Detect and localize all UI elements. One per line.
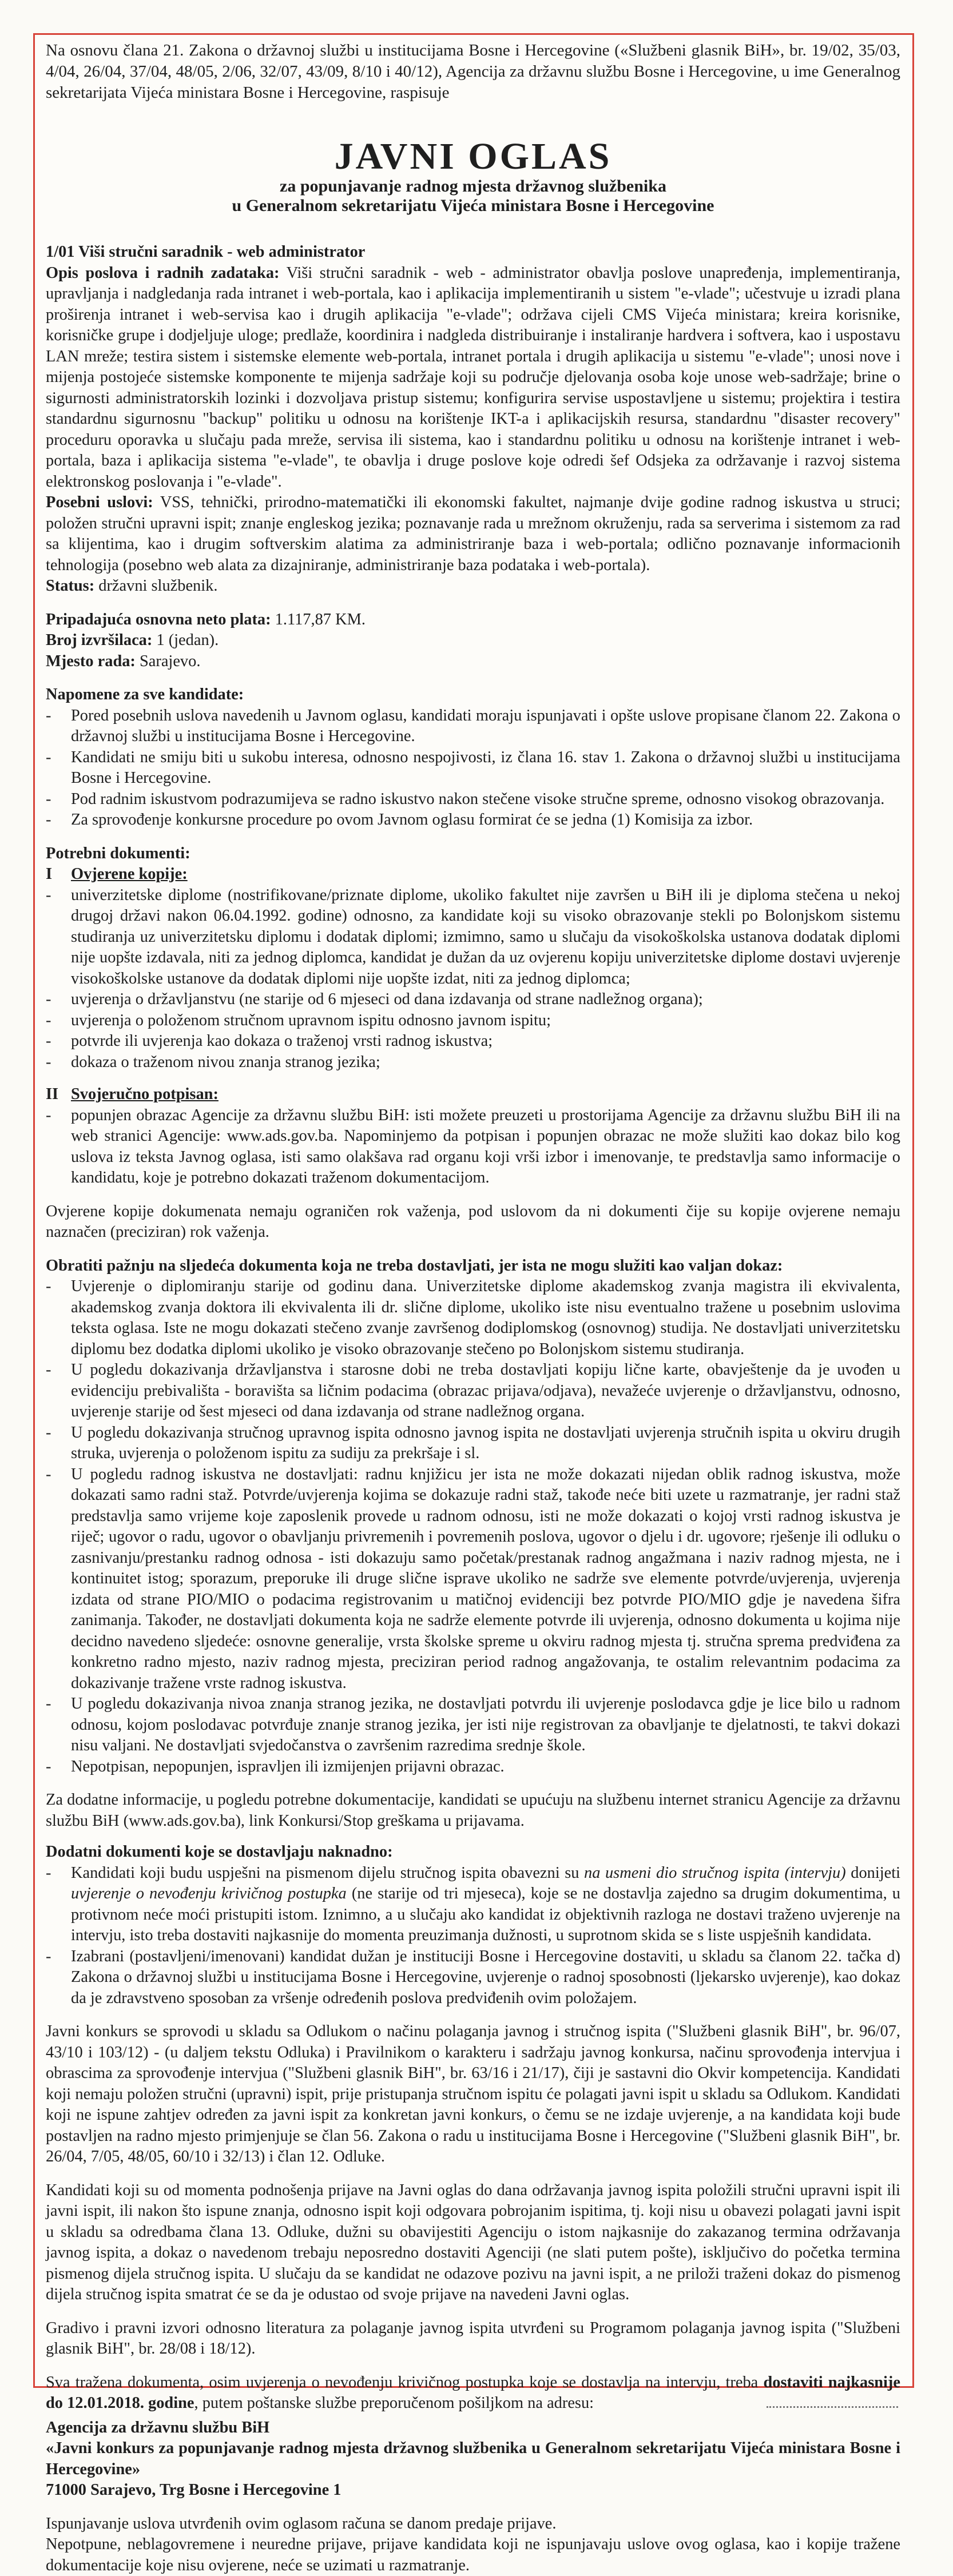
place-label: Mjesto rada: xyxy=(46,652,136,670)
salary-section xyxy=(46,610,900,672)
count-label: Broj izvršilaca: xyxy=(46,631,153,649)
closing-paragraph-2: Nepotpune, neblagovremene i neuredne prijave, prijave kandidata koji ne ispunjavaju uslove ovog oglasa, kao i kopije tražene dokumentacije koje nisu ovjerene, neće se uzimati u razmatranje. xyxy=(46,2535,900,2574)
deadline-paragraph: Sva tražena dokumenta, osim uvjerenja o nevođenju krivičnog postupka koje se dostavlja na intervju, treba dostaviti najkasnije do 12.01.2018. godine, putem poštanske službe preporučenom pošiljkom na adresu: xyxy=(46,2373,900,2412)
conditions-label: Posebni uslovi: xyxy=(46,493,153,511)
list-item: - Pod radnim iskustvom podrazumijeva se radno iskustvo nakon stečene visoke stručne spreme, odnosno visokog obrazovanja. xyxy=(46,790,885,808)
documents-section xyxy=(46,843,900,1189)
place-value: Sarajevo. xyxy=(135,652,201,670)
exam-paragraph-2: Kandidati koji su od momenta podnošenja prijave na Javni oglas do dana održavanja javnog ispita položili stručni upravni ispit ili javni ispit, ili nakon što ispune znanja, odnosno ispit koji odgovara pobrojanim ispitima, tj. koji nisu u obavezi polagati javni ispit u skladu sa odredbama člana 13. Odluke, dužni su obavijestiti Agenciju o istom najkasnije do zakazanog termina održavanja javnog ispita, a dokaz o navedenom trebaju neposredno dostaviti Agenciji (ne slati putem pošte), isključivo do početka termina pismenog dijela stručnog ispita. U slučaju da se kandidat ne odazove pozivu na javni ispit, a ne priloži traženi dokaz do pismenog dijela stručnog ispita smatrat će se da je odustao od svoje prijave na navedeni Javni oglas. xyxy=(46,2181,900,2303)
list-item: - U pogledu radnog iskustva ne dostavljati: radnu knjižicu jer ista ne može dokazati nijedan oblik radnog iskustva, može dokazati samo radni staž. Potvrde/uvjerenja kojima se dokazuje radni staž, takođe neće biti uzete u razmatranje, jer radni staž predstavlja samo vrijeme koje zaposlenik provede u radnom odnosu, isti ne može dokazati o kojoj vrsti radnog iskustva je riječ; ugovor o radu, ugovor o obavljanju privremenih i povremenih poslova, ugovor o djelu i dr. ugovore; rješenje ili odluku o zasnivanju/prestanku radnog odnosa - isti dokazuju samo početak/prestanak radnog angažmana i naziv radnog mjesta, ne i kontinuitet istog; sporazum, preporuke ili druge slične isprave ukoliko ne sadrže sve elemente potvrde/uvjerenja, uvjerenja izdata od strane PIO/MIO o podacima registrovanim u matičnoj evidenciji bez potvrde PIO/MIO gdje je navedena šifra zanimanja. Također, ne dostavljati dokumenta koja ne sadrže elemente potvrde ili uvjerenja, odnosno dokumenta u kojima nije decidno navedeno sljedeće: osnovne generalije, vrsta školske spreme u okviru radnog mjesta tj. stručna sprema predviđena za konkretno radno mjesto, naziv radnog mjesta, preciziran period radnog angažovanja, te ostalim relevantnim podacima za dokazivanje tražene vrste radnog iskustva. xyxy=(46,1465,900,1692)
list-item: - Kandidati koji budu uspješni na pismenom dijelu stručnog ispita obavezni su na usmeni dio stručnog ispita (intervju) donijeti uvjerenje o nevođenju krivičnog postupka (ne starije od tri mjeseca), koje se ne dostavlja zajedno sa drugim dokumentima, u protivnom neće moći pristupiti istom. Iznimno, a u slučaju ako kandidat iz objektivnih razloga ne dostavi traženo uvjerenje na intervju, isto treba dostaviti najkasnije do momenta preuzimanja dužnosti, u suprotnom skida se s liste uspješnih kandidata. xyxy=(46,1864,900,1944)
salary-value: 1.117,87 KM. xyxy=(271,610,366,628)
list-item: - Nepotpisan, nepopunjen, ispravljen ili izmijenjen prijavni obrazac. xyxy=(46,1757,505,1775)
validity-paragraph: Ovjerene kopije dokumenata nemaju ograničen rok važenja, pod uslovom da ni dokumenti čije su kopije ovjerene nemaju naznačen (preciziran) rok važenja. xyxy=(46,1202,900,1241)
notes-section xyxy=(46,684,900,831)
address-block xyxy=(46,2418,900,2501)
position-title: 1/01 Viši stručni saradnik - web administrator xyxy=(46,243,366,261)
additional-info-paragraph: Za dodatne informacije, u pogledu potrebne dokumentacije, kandidati se upućuju na službenu internet stranicu Agencije za državnu službu BiH (www.ads.gov.ba), link Konkursi/Stop greškama u prijavama. xyxy=(46,1791,900,1830)
list-item: - U pogledu dokazivanja stručnog upravnog ispita odnosno javnog ispita ne dostavljati uvjerenja stručnih ispita u okviru drugih struka, uvjerenja o položenom ispitu za sudiju za prekršaje i sl. xyxy=(46,1423,900,1462)
duties-text: Viši stručni saradnik - web - administrator obavlja poslove unapređenja, implementiranja, upravljanja i nadgledanja rada intranet i web-portala, kao i aplikacija implementiranih u sistem "e-vlade"; učestvuje u izradi plana proširenja intranet i web-servisa kao i drugih aplikacija "e-vlade"; održava cijeli CMS Vijeća ministara; kreira korisnike, korisničke grupe i dodjeljuje uloge; predlaže, koordinira i nadgleda distribuiranje i instaliranje hardvera i softvera, kao i uspostavu LAN mreže; testira sistem i sistemske elemente web-portala, intranet portala i drugih aplikacija u sistemu "e-vlade"; unosi nove i mijenja postojeće sistemske komponente te mijenja sadržaje koji su područje djelovanja osoba koje unose web-sadržaje; brine o sigurnosti administratorskih lozinki i dozvoljava pristup sistemu; konfigurira servise uspostavljene u sistemu; projektira i testira standardnu sigurnosnu "backup" politiku u odnosu na korištenje IKT-a i aplikacijskih resursa, standardnu "disaster recovery" proceduru oporavka u slučaju pada mreže, servisa ili sistema, kao i standardnu politiku u odnosu na korištenje intranet i web-portala, baza i aplikacija sistema "e-vlade", te obavlja i druge poslove koje odredi šef Odsjeka za održavanje i razvoj sistema elektronskog poslovanja i "e-vlade". xyxy=(46,264,900,491)
list-item: - popunjen obrazac Agencije za državnu službu BiH: isti možete preuzeti u prostorijama Agencije za državnu službu BiH ili na web stranici Agencije: www.ads.gov.ba. Napominjemo da potpisan i popunjen obrazac ne može služiti kao dokaz bilo kog uslova iz teksta Javnog oglasa, isti samo olakšava rad organu koji vrši izbor i imenovanje, te predstavlja samo informacije o kandidatu, koje je potrebno dokazati traženom dokumentacijom. xyxy=(46,1106,900,1187)
list-item: - Izabrani (postavljeni/imenovani) kandidat dužan je instituciji Bosne i Hercegovine dostaviti, u skladu sa članom 22. tačka d) Zakona o državnoj službi u institucijama Bosne i Hercegovine, uvjerenje o radnoj sposobnosti (ljekarsko uvjerenje), kao dokaz da je zdravstveno sposoban za vršenje određenih poslova predviđenih ovim položajem. xyxy=(46,1947,900,2007)
intro-paragraph: Na osnovu člana 21. Zakona o državnoj službi u institucijama Bosne i Hercegovine («Službeni glasnik BiH», br. 19/02, 35/03, 4/04, 26/04, 37/04, 48/05, 2/06, 32/07, 43/09, 8/10 i 40/12), Agencija za državnu službu Bosne i Hercegovine, u ime Generalnog sekretarijata Vijeća ministara Bosne i Hercegovine, raspisuje xyxy=(46,41,900,102)
attention-title: Obratiti pažnju na sljedeća dokumenta koja ne treba dostavljati, jer ista ne mogu služiti kao valjan dokaz: xyxy=(46,1256,783,1275)
copies-heading: I Ovjerene kopije: xyxy=(46,865,188,883)
list-item: - Uvjerenje o diplomiranju starije od godinu dana. Univerzitetske diplome akademskog zvanja magistra ili ekvivalenta, akademskog zvanja doktora ili ekvivalenta ili dr. slične diplome, ukoliko iste nisu eventualno tražene u posebnim uslovima teksta oglasa. Iste ne mogu dokazati stečeno zvanje završenog dodiplomskog (osnovnog) studija. Ne dostavljati univerzitetsku diplomu bez dodatka diplomi ukoliko je visoko obrazovanje stečeno po Bolonjskom sistemu studiranja. xyxy=(46,1277,900,1358)
attention-section xyxy=(46,1256,900,1778)
salary-label: Pripadajuća osnovna neto plata: xyxy=(46,610,271,628)
status-label: Status: xyxy=(46,577,95,595)
address-line-1: Agencija za državnu službu BiH xyxy=(46,2418,270,2436)
signed-heading: II Svojeručno potpisan: xyxy=(46,1085,219,1103)
list-item: - potvrde ili uvjerenja kao dokaza o traženoj vrsti radnog iskustva; xyxy=(46,1032,493,1050)
address-line-2: «Javni konkurs za popunjavanje radnog mjesta državnog službenika u Generalnom sekretarijatu Vijeća ministara Bosne i Hercegovine» xyxy=(46,2439,900,2478)
list-item: - Kandidati ne smiju biti u sukobu interesa, odnosno nespojivosti, iz člana 16. stav 1. Zakona o državnoj službi u institucijama Bosne i Hercegovine. xyxy=(46,748,900,787)
later-documents-title: Dodatni dokumenti koje se dostavljaju naknadno: xyxy=(46,1843,393,1861)
list-item: - Za sprovođenje konkursne procedure po ovom Javnom oglasu formirat će se jedna (1) Komisija za izbor. xyxy=(46,811,753,829)
count-value: 1 (jedan). xyxy=(152,631,219,649)
heading-subtitle-2: u Generalnom sekretarijatu Vijeća ministara Bosne i Hercegovine xyxy=(232,196,714,215)
notice-column xyxy=(46,40,900,2576)
dotted-cut-line xyxy=(767,2406,898,2412)
heading-subtitle-1: za popunjavanje radnog mjesta državnog službenika xyxy=(280,177,666,196)
list-item: - univerzitetske diplome (nostrifikovane/priznate diplome, ukoliko fakultet nije završen u BiH ili je diploma stečena u nekoj drugoj državi nakon 06.04.1992. godine) odnosno, za kandidate koji su visoko obrazovanje stekli po Bolonjskom sistemu studiranja uz univerzitetsku diplomu i dodatak diplomi; izmimno, samo u slučaju da visokoškolska ustanova dodatak diplomi nije uopšte izdavala, niti za jednog diplomca, kandidat je dužan da uz ovjerenu kopiju univerzitetske diplome dostavi uvjerenje visokoškolske ustanove da dodatak diplomi nije uopšte izdat, niti za jednog diplomca; xyxy=(46,886,900,988)
list-item: - uvjerenja o položenom stručnom upravnom ispitu odnosno javnom ispitu; xyxy=(46,1011,551,1029)
list-item: - uvjerenja o državljanstvu (ne starije od 6 mjeseci od dana izdavanja od strane nadležnog organa); xyxy=(46,990,703,1008)
exam-paragraph-1: Javni konkurs se sprovodi u skladu sa Odlukom o načinu polaganja javnog i stručnog ispita ("Službeni glasnik BiH", br. 96/07, 43/10 i 103/12) - (u daljem tekstu Odluka) i Pravilnikom o karakteru i sadržaju javnog konkursa, načinu sprovođenja intervjua i obrascima za sprovođenje intervjua ("Službeni glasnik BiH", br. 63/16 i 21/17), čiji je sastavni dio Okvir kompetencija. Kandidati koji nemaju položen stručni (upravni) ispit, prije pristupanja stručnom ispitu će polagati javni ispit u skladu sa Odlukom. Kandidati koji ne ispune zahtjev određen za javni ispit za konkretan javni konkurs, o čemu se ne izdaje uvjerenje, a na kandidata koji bude postavljen na radno mjesto primjenjuje se član 56. Zakona o radu u institucijama Bosne i Hercegovine ("Službeni glasnik BiH", br. 26/04, 7/05, 48/05, 60/10 i 32/13) i član 12. Odluke. xyxy=(46,2022,900,2165)
list-item: - U pogledu dokazivanja nivoa znanja stranog jezika, ne dostavljati potvrdu ili uvjerenje poslodavca gdje je lice bilo u radnom odnosu, kojom poslodavac potvrđuje znanje stranog jezika, jer isti nije registrovan za obavljanje te djelatnosti, te takvi dokazi nisu valjani. Ne dostavljati svjedočanstva o završenim razredima srednje škole. xyxy=(46,1695,900,1754)
closing-paragraph-1: Ispunjavanje uslova utvrđenih ovim oglasom računa se danom predaje prijave. xyxy=(46,2514,557,2533)
documents-title: Potrebni dokumenti: xyxy=(46,844,190,862)
notice-heading xyxy=(46,137,900,216)
notes-title: Napomene za sve kandidate: xyxy=(46,686,244,703)
list-item: - dokaza o traženom nivou znanja stranog jezika; xyxy=(46,1053,380,1071)
list-item: - Pored posebnih uslova navedenih u Javnom oglasu, kandidati moraju ispunjavati i opšte uslove propisane članom 22. Zakona o državnoj službi u institucijama Bosne i Hercegovine. xyxy=(46,706,900,745)
position-section xyxy=(46,242,900,597)
list-item: - U pogledu dokazivanja državljanstva i starosne dobi ne treba dostavljati kopiju lične karte, obavještenje da je uvođen u evidenciju prebivališta - boravišta sa ličnim podacima (obrazac prijava/odjava), nevažeće uvjerenje o državljanstvu, odnosno, uvjerenje starije od šest mjeseci od dana izdavanja od strane nadležnog organa. xyxy=(46,1361,900,1420)
later-documents-section xyxy=(46,1842,900,2009)
literature-paragraph: Gradivo i pravni izvori odnosno literatura za polaganje javnog ispita utvrđeni su Programom polaganja javnog ispita ("Službeni glasnik BiH", br. 28/08 i 18/12). xyxy=(46,2319,900,2358)
status-text: državni službenik. xyxy=(94,577,218,595)
conditions-text: VSS, tehnički, prirodno-matematički ili ekonomski fakultet, najmanje dvije godine radnog iskustva u struci; položen stručni upravni ispit; znanje engleskog jezika; poznavanje rada u mrežnom okruženju, rada sa serverima i sistemom za rad sa klijentima, kao i drugim softverskim alatima za administriranje baza i web-portala; odlično poznavanje informacionih tehnologija (posebno web alata za dizajniranje, administriranje baza podataka i web-portala). xyxy=(46,493,900,574)
address-line-3: 71000 Sarajevo, Trg Bosne i Hercegovine 1 xyxy=(46,2481,342,2499)
page-title: JAVNI OGLAS xyxy=(334,136,612,177)
duties-label: Opis poslova i radnih zadataka: xyxy=(46,264,280,282)
